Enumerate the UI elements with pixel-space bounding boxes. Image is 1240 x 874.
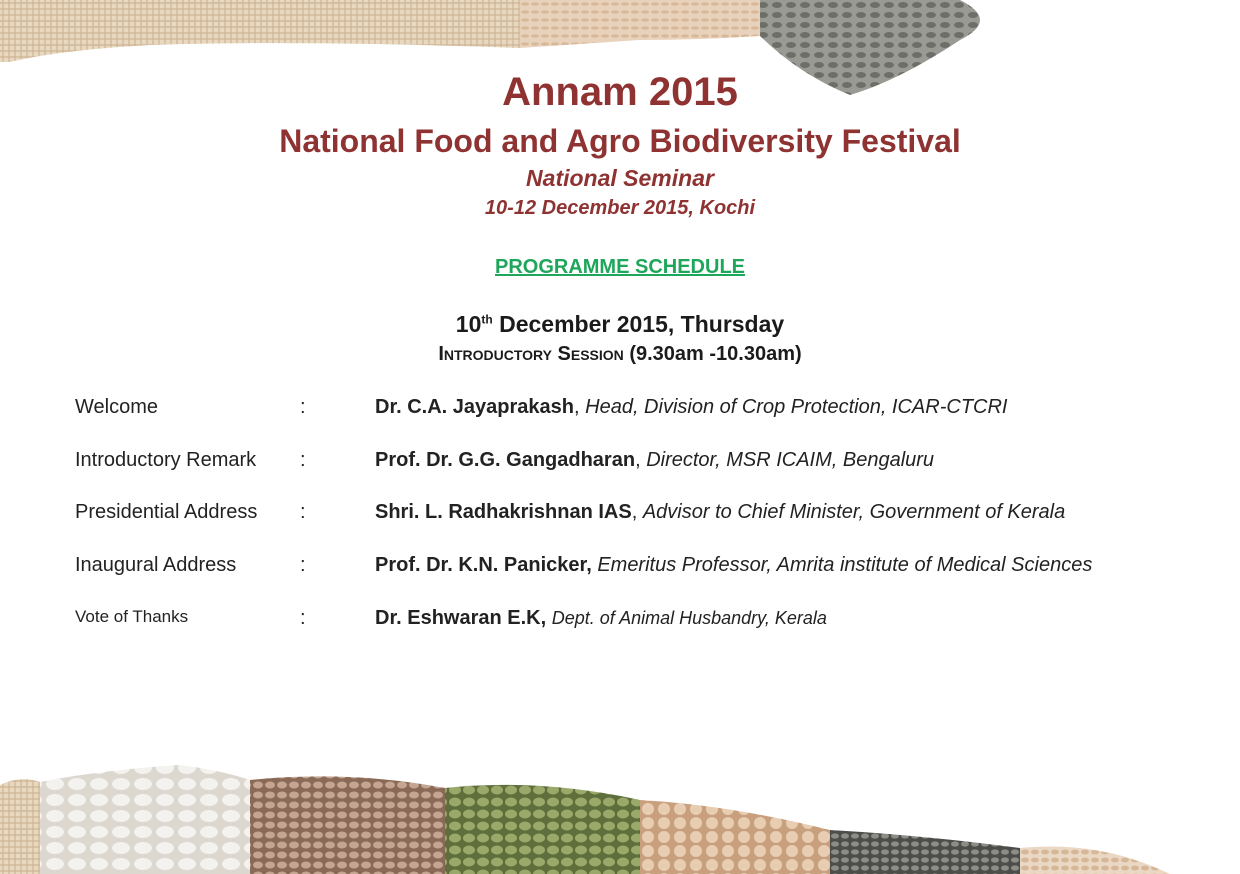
programme-role: Presidential Address [75, 501, 258, 523]
day-rest: December 2015, Thursday [492, 311, 785, 337]
schedule-day [0, 311, 1240, 338]
event-dates: 10-12 December 2015, Kochi [484, 197, 756, 219]
speaker-sep: , [635, 449, 647, 471]
programme-schedule-heading: PROGRAMME SCHEDULE [494, 256, 745, 278]
session-heading [0, 343, 1240, 366]
speaker-name: Dr. Eshwaran E.K, [375, 607, 547, 629]
programme-row [0, 501, 1240, 529]
speaker-name: Prof. Dr. G.G. Gangadharan [375, 449, 636, 471]
programme-role: Welcome [75, 396, 158, 418]
programme-speaker [375, 554, 1092, 577]
programme-role: Inaugural Address [75, 554, 237, 576]
colon-separator: : [300, 449, 306, 471]
speaker-sep: , [574, 396, 586, 418]
speaker-designation: Head, Division of Crop Protection, ICAR-CTCRI [585, 396, 1008, 418]
colon-separator: : [300, 396, 306, 418]
bottom-seed-banner [0, 760, 1240, 874]
speaker-designation: Director, MSR ICAIM, Bengaluru [646, 449, 935, 471]
seminar-label: National Seminar [526, 165, 714, 191]
day-number: 10 [455, 311, 482, 337]
programme-speaker [375, 501, 1065, 524]
programme-row [0, 449, 1240, 477]
speaker-sep: , [631, 501, 643, 523]
programme-row [0, 554, 1240, 582]
programme-role: Introductory Remark [75, 449, 257, 471]
colon-separator: : [300, 501, 306, 523]
programme-speaker [375, 449, 934, 472]
speaker-designation: Advisor to Chief Minister, Government of Kerala [642, 501, 1066, 523]
colon-separator: : [300, 554, 306, 576]
programme-role: Vote of Thanks [75, 607, 189, 626]
day-suffix: th [481, 312, 493, 327]
speaker-name: Prof. Dr. K.N. Panicker, [375, 554, 592, 576]
speaker-designation: Dept. of Animal Husbandry, Kerala [551, 608, 827, 628]
page-title: Annam 2015 [502, 70, 738, 114]
speaker-name: Dr. C.A. Jayaprakash [375, 396, 574, 418]
programme-speaker [375, 607, 827, 630]
colon-separator: : [300, 607, 306, 629]
page-subtitle: National Food and Agro Biodiversity Festival [279, 123, 961, 159]
session-time: (9.30am -10.30am) [623, 343, 802, 365]
speaker-name: Shri. L. Radhakrishnan IAS [375, 501, 632, 523]
programme-row [0, 396, 1240, 424]
programme-row [0, 607, 1240, 635]
programme-speaker [375, 396, 1007, 419]
speaker-designation: Emeritus Professor, Amrita institute of Medical Sciences [597, 554, 1093, 576]
session-name: Introductory Session [438, 343, 624, 365]
